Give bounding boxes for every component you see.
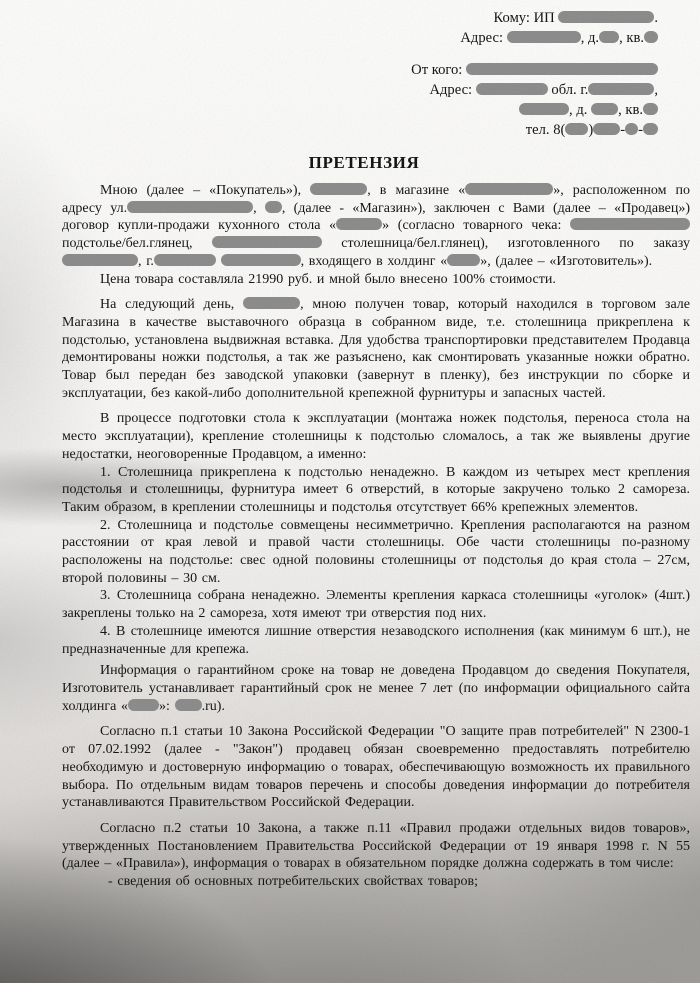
redaction-box xyxy=(565,123,588,135)
redaction-box xyxy=(265,201,282,213)
recipient-line-to: Кому: ИП . xyxy=(493,10,658,26)
redaction-box xyxy=(221,254,301,266)
redaction-box xyxy=(588,83,654,95)
redaction-box xyxy=(243,297,300,309)
paragraph-contract: Мною (далее – «Покупатель»), , в магазине « », расположенном по адресу ул. , , (далее - «Магазин»), заключен с Вами (далее – «Продавец») договор купли-продажи кухонного стола « » (согласно товарного чека: подстолье/бел.глянец, столешница/бел.глянец), изготовленного по заказу , г. , входящего в холдинг « », (далее – «Изготовитель»). xyxy=(62,183,691,269)
paragraph-price: Цена товара составляла 21990 руб. и мной было внесено 100% стоимости. xyxy=(100,271,556,287)
list-item-defect-4: 4. В столешнице имеются лишние отверстия незаводского исполнения (как минимум 6 шт.), не предназначенные для крепежа. xyxy=(62,623,690,657)
recipient-line-address: Адрес: , д. , кв. xyxy=(62,28,658,48)
sender-line-phone: тел. 8( ) - - xyxy=(62,120,658,140)
redaction-box xyxy=(128,699,159,711)
recipient-address-block xyxy=(62,8,690,48)
redaction-box xyxy=(643,103,658,115)
list-item-defect-2: 2. Столешница и подстолье совмещены несимметрично. Крепления располагаются на разном расстоянии от края левой и правой части столешницы. Обе части столешницы по-разному расположены на подстолье: свес одной половины столешницы от подстолья до края стола – 27см, второй половины – 30 см. xyxy=(62,517,690,586)
redaction-box xyxy=(466,63,658,75)
redaction-box xyxy=(643,123,658,135)
sender-line-from: От кого: xyxy=(62,60,658,80)
sender-address-block xyxy=(62,60,690,140)
redaction-box xyxy=(447,254,480,266)
paragraph-law-article10-p1: Согласно п.1 статьи 10 Закона Российской Федерации "О защите прав потребителей" N 2300-1 от 07.02.1992 (далее - "Закон") продавец обязан своевременно предоставлять потребителю необходимую и достоверную информацию о товарах, обеспечивающую возможность их правильного выбора. По отдельным видам товаров перечень и способы доведения информации до потребителя устанавливаются Правительством Российской Федерации. xyxy=(62,724,690,811)
sender-line-address-1: Адрес: обл. г. , xyxy=(429,82,658,98)
redaction-box xyxy=(593,123,620,135)
redaction-box xyxy=(212,236,322,248)
redaction-box xyxy=(644,31,658,43)
redaction-box xyxy=(476,83,548,95)
sender-line-address-2: , д. , кв. xyxy=(62,100,658,120)
redaction-box xyxy=(507,31,581,43)
paragraph-delivery: На следующий день, , мною получен товар, который находился в торговом зале Магазина в качестве выставочного образца в собранном виде, т.е. столешница прикреплена к подстолью, установлена выдвижная вставка. Для удобства транспортировки представителем Продавца демонтированы ножки подстолья, а так же разъяснено, как смонтировать указанные ножки обратно. Товар был передан без заводской упаковки (завернут в пленку), без инструкции по сборке и эксплуатации, без какой-либо дополнительной крепежной фурнитуры и запасных частей. xyxy=(62,297,690,401)
paragraph-defects-intro: В процессе подготовки стола к эксплуатации (монтажа ножек подстолья, переноса стола на место эксплуатации), крепление столешницы к подстолью сломалось, а так же выявлены другие недостатки, неоговоренные Продавцом, а именно: xyxy=(62,411,690,462)
paragraph-law-article10-p2: Согласно п.2 статьи 10 Закона, а также п.11 «Правил продажи отдельных видов товаров», утвержденных Постановлением Правительства Российской Федерации от 19 января 1998 г. N 55 (далее – «Правила»), информация о товарах в обязательном порядке должна содержать в том числе: xyxy=(62,820,690,872)
redaction-box xyxy=(336,218,382,230)
redaction-box xyxy=(465,183,553,195)
document-title: ПРЕТЕНЗИЯ xyxy=(308,153,420,172)
list-item-defect-1: 1. Столешница прикреплена к подстолью ненадежно. В каждом из четырех мест крепления подстолья и столешницы, фурнитура имеет 6 отверстий, в которые закручено только 2 самореза. Таким образом, в креплении столешницы и подстолья отсутствует 66% крепежных элементов. xyxy=(62,464,690,515)
redaction-box xyxy=(599,31,619,43)
bullet-consumer-properties: - сведения об основных потребительских свойствах товаров; xyxy=(108,874,478,890)
redaction-box xyxy=(62,254,138,266)
redaction-box xyxy=(591,103,618,115)
redaction-box xyxy=(558,11,654,23)
redaction-box xyxy=(127,201,253,213)
list-item-defect-3: 3. Столешница собрана ненадежно. Элементы крепления каркаса столешницы «уголок» (4шт.) закреплены только на 2 самореза, хотя имеют три отверстия под них. xyxy=(62,588,690,622)
paragraph-warranty: Информация о гарантийном сроке на товар не доведена Продавцом до сведения Покупателя, Изготовитель устанавливает гарантийный срок не менее 7 лет (по информации официального сайта холдинга « »: .ru). xyxy=(62,663,690,714)
redaction-box xyxy=(625,123,638,135)
redaction-box xyxy=(570,218,690,230)
redaction-box xyxy=(519,103,569,115)
redaction-box xyxy=(175,699,202,711)
redaction-box xyxy=(310,183,367,195)
redaction-box xyxy=(154,254,216,266)
